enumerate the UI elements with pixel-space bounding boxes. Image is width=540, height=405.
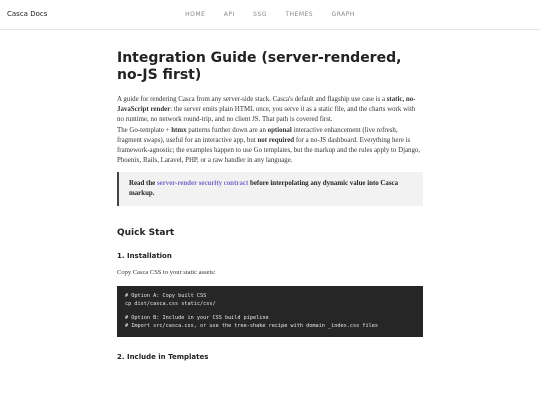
intro-paragraph-2 — [117, 126, 423, 167]
nav-item-ssg[interactable]: SSG — [253, 11, 267, 18]
main-nav — [0, 11, 540, 18]
intro-p1-bold: static, no-JavaScript render — [117, 96, 416, 114]
security-contract-link[interactable]: server-render security contract — [156, 180, 249, 188]
intro-p1-text-a: A guide for rendering Casca from any server-side stack. Casca's default and flagship use case is a — [117, 96, 387, 103]
nav-item-api[interactable]: API — [223, 11, 235, 18]
nav-item-home[interactable]: HOME — [185, 11, 206, 18]
intro-p1-text-b: : the server emits plain HTML once, you serve it as a static file, and the charts work with no runtime, no network round-trip, and no client JS. That path is covered first. — [117, 106, 416, 124]
code-line: # Option B: Include in your CSS build pipeline — [125, 315, 269, 322]
installation-heading: 1. Installation — [117, 252, 172, 261]
installation-text: Copy Casca CSS to your static assets: — [117, 269, 216, 277]
code-block — [117, 286, 423, 336]
templates-heading: 2. Include in Templates — [117, 352, 209, 361]
intro-text — [117, 95, 423, 166]
nav-item-themes[interactable]: THEMES — [285, 11, 314, 18]
intro-p2-text-a: The Go-template + — [117, 126, 172, 134]
callout-text-b: before interpolating any dynamic value into Casca markup. — [129, 180, 399, 198]
intro-p2-text-d: for a no-JS dashboard. Everything here is framework-agnostic; the examples happen to use Go templates, but the markup and the rules apply to Django, Phoenix, Rails, Laravel, PHP, or a raw handler in any language. — [117, 136, 421, 165]
nav-item-graph[interactable]: GRAPH — [331, 11, 355, 18]
page-title: Integration Guide (server-rendered, no-JS first) — [117, 50, 402, 83]
code-line: # Option A: Copy built CSS — [125, 293, 207, 300]
intro-paragraph-1 — [117, 95, 423, 126]
brand-logo-text[interactable]: Casca Docs — [7, 10, 48, 18]
code-line: # Import src/casca.css, or use the tree-shake recipe with domain _index.css files — [125, 322, 378, 329]
intro-p2-bold-htmx: htmx — [171, 126, 187, 134]
main-content — [117, 50, 423, 361]
security-callout — [117, 172, 423, 206]
code-line-blank — [125, 308, 415, 315]
intro-p2-text-c: interactive enhancement (live refresh, fragment swaps), useful for an interactive app, but — [117, 126, 398, 144]
intro-p2-bold-not-required: not required — [257, 136, 295, 144]
code-line: cp dist/casca.css static/css/ — [125, 300, 216, 307]
intro-p2-bold-optional: optional — [267, 126, 292, 134]
quick-start-heading: Quick Start — [117, 228, 175, 239]
top-navbar — [0, 0, 540, 30]
callout-text-a: Read the — [129, 180, 157, 188]
intro-p2-text-b: patterns further down are an — [186, 126, 268, 134]
